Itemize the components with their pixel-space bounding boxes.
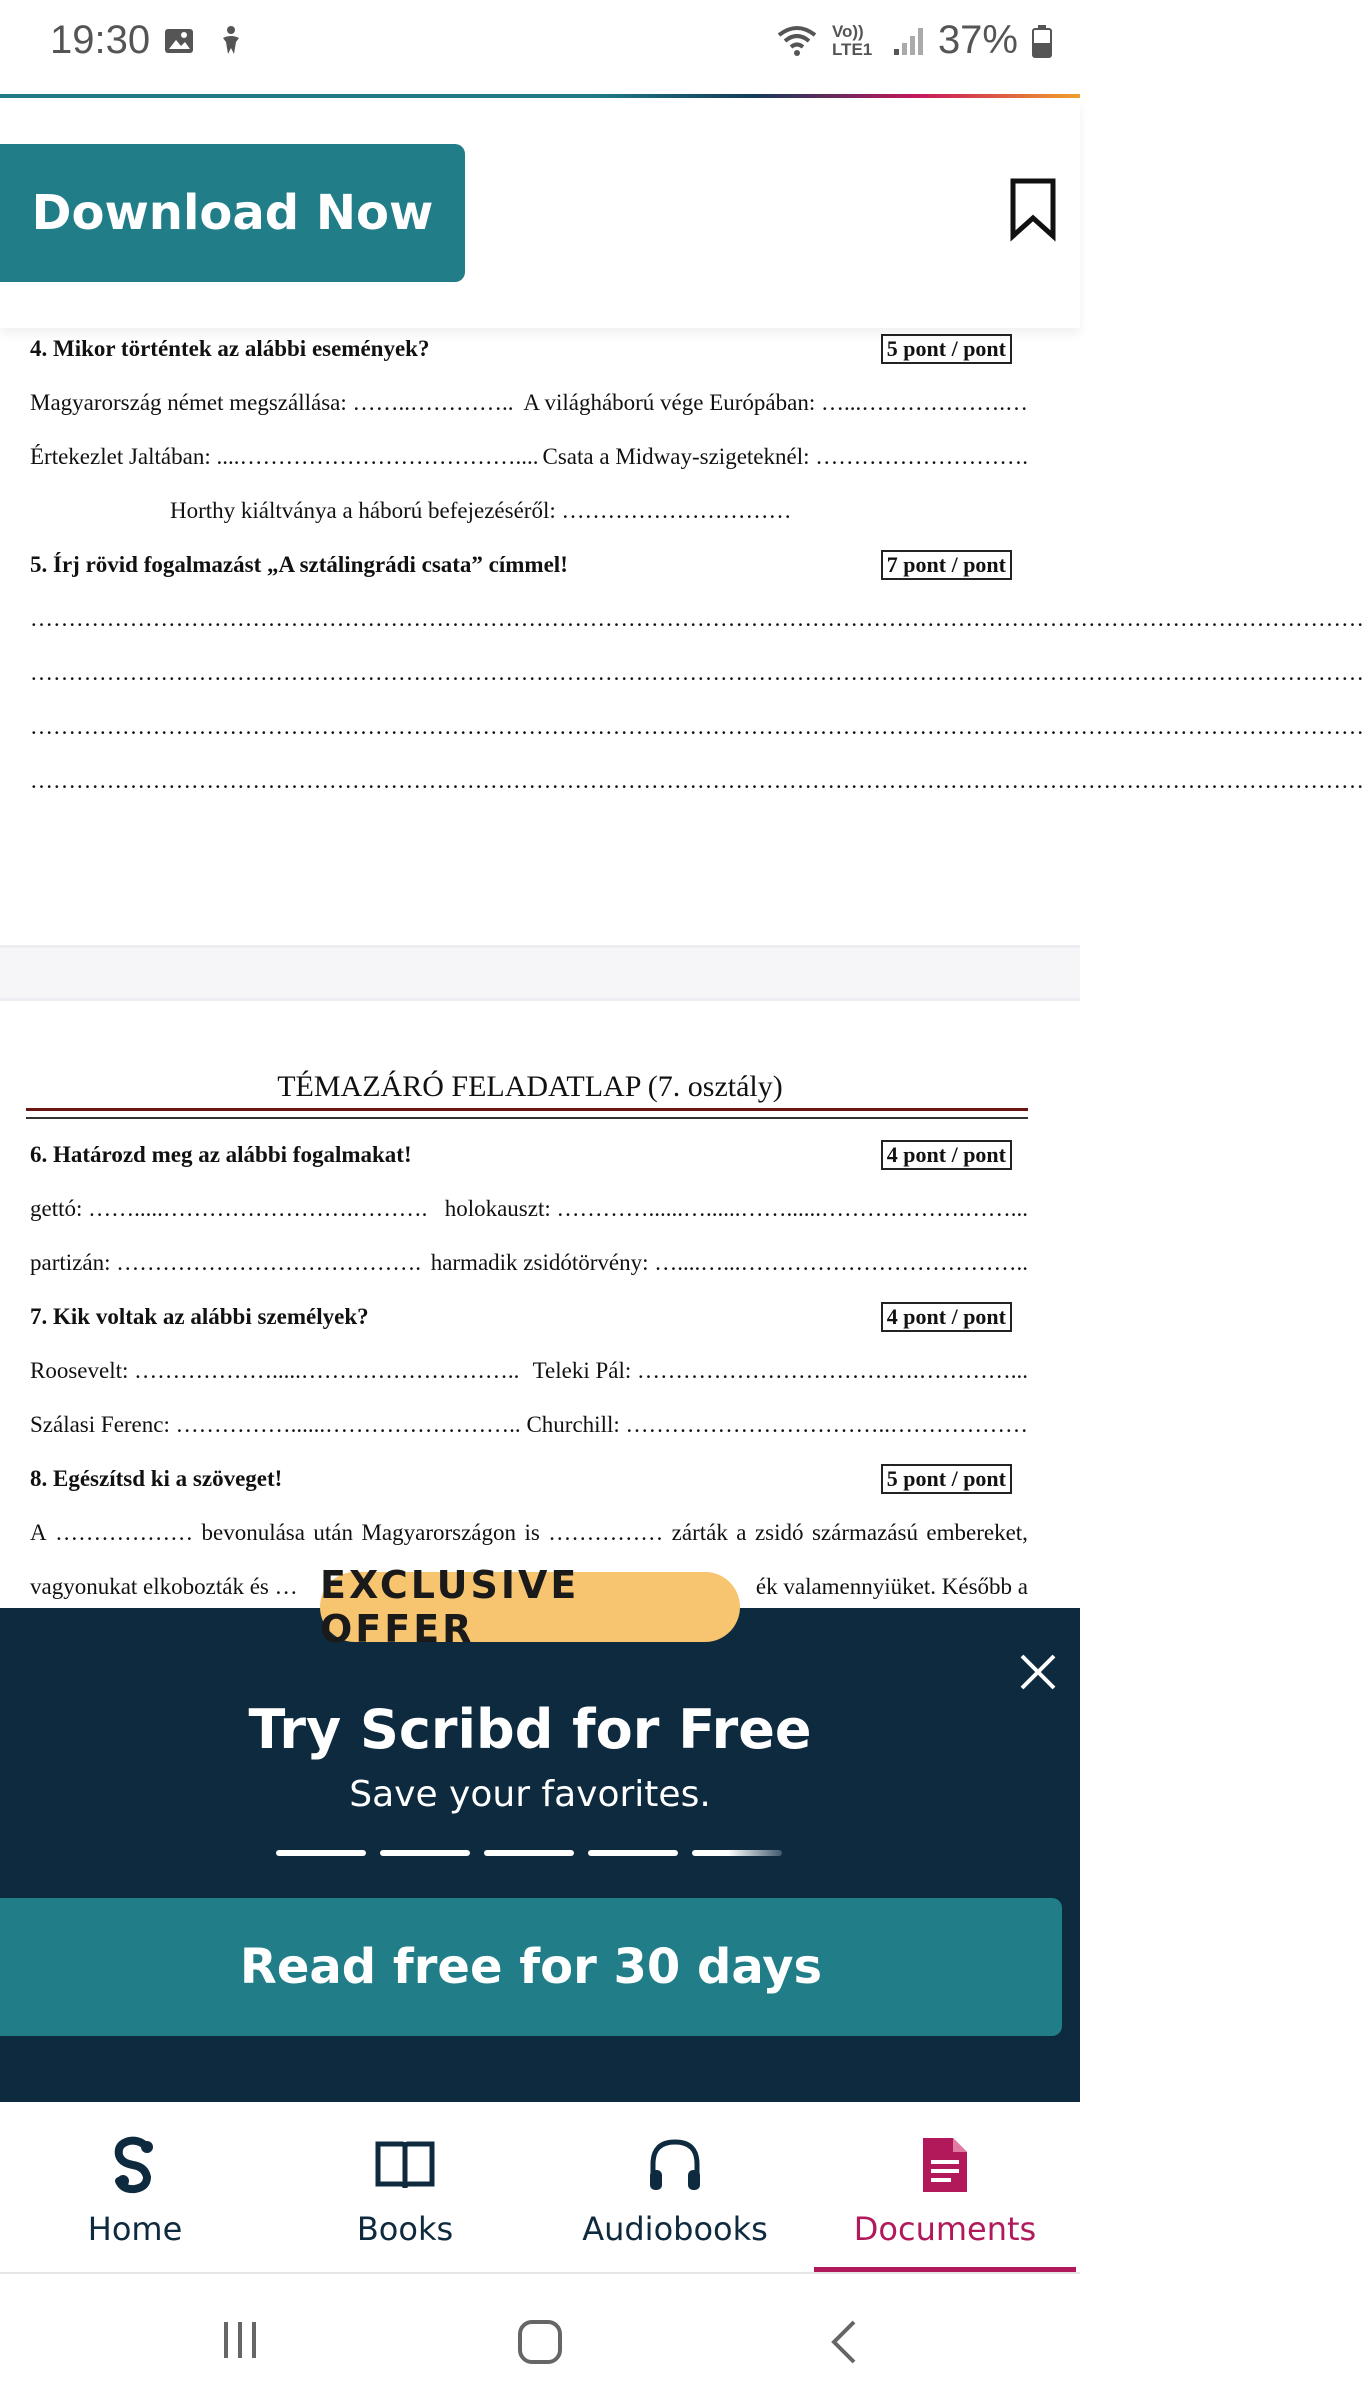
offer-subtitle: Save your favorites. <box>349 1774 711 1815</box>
carousel-dot[interactable] <box>276 1850 366 1856</box>
q7-field-szalasi: Szálasi Ferenc: ……………......…………………….. <box>30 1412 521 1437</box>
q8-word: Magyarországon <box>361 1520 517 1545</box>
reading-progress-line <box>0 94 1080 98</box>
nav-home-label: Home <box>87 2210 183 2248</box>
q4-field-midway: Csata a Midway-szigeteknél: ………………………. <box>542 444 1028 469</box>
q8-text-end: ék valamennyiüket. Később a <box>755 1574 1028 1599</box>
nav-audiobooks[interactable] <box>540 2102 810 2272</box>
close-icon[interactable] <box>1014 1648 1062 1696</box>
recent-apps-icon[interactable] <box>218 2318 262 2362</box>
image-icon <box>162 24 196 58</box>
home-icon[interactable] <box>516 2318 564 2366</box>
download-header <box>0 100 1080 328</box>
question-4-row-1 <box>30 390 1028 416</box>
q6-field-zsidotorveny: harmadik zsidótörvény: …....…...……………………………….. <box>430 1250 1028 1275</box>
question-6-title: 6. Határozd meg az alábbi fogalmakat! <box>30 1142 412 1167</box>
question-4-row-2 <box>30 444 1028 470</box>
question-8-points: 5 pont / pont <box>881 1464 1012 1494</box>
status-bar <box>0 0 1080 88</box>
bottom-navigation <box>0 2102 1080 2274</box>
question-7-row-1 <box>30 1358 1028 1384</box>
headphones-icon <box>645 2136 705 2194</box>
q8-word: után <box>313 1520 354 1545</box>
read-free-button[interactable]: Read free for 30 days <box>0 1898 1062 2036</box>
carousel-dot[interactable] <box>484 1850 574 1856</box>
nav-documents[interactable] <box>810 2102 1080 2272</box>
accessibility-icon <box>214 24 248 58</box>
network-label: Vo)) LTE1 <box>831 21 873 59</box>
q7-field-teleki: Teleki Pál: ……………………………….…………... <box>532 1358 1028 1383</box>
q7-field-churchill: Churchill: ……………………………..……………… <box>526 1412 1028 1437</box>
question-4-title: 4. Mikor történtek az alábbi események? <box>30 336 430 361</box>
signal-icon <box>892 25 924 57</box>
q5-answer-line: ………………………………………………………………………………………………………………………………………………………… <box>30 606 1364 631</box>
q8-word: származású <box>811 1520 918 1545</box>
q8-word: ……………… <box>55 1520 194 1545</box>
nav-audiobooks-label: Audiobooks <box>582 2210 768 2248</box>
offer-title: Try Scribd for Free <box>248 1698 812 1761</box>
q6-field-getto: gettó: …….....…………………….………. <box>30 1196 428 1221</box>
question-7-points: 4 pont / pont <box>881 1302 1012 1332</box>
scribd-logo-icon <box>109 2135 161 2195</box>
carousel-dot[interactable] <box>380 1850 470 1856</box>
q8-word: zsidó <box>754 1520 804 1545</box>
q8-word: embereket, <box>926 1520 1028 1545</box>
q5-answer-line: ………………………………………………………………………………………………………………………………………………………… <box>30 768 1364 793</box>
question-6-row-2 <box>30 1250 1028 1276</box>
q4-field-war-end: A világháború vége Európában: …...……………….… <box>523 390 1028 415</box>
battery-percent: 37% <box>937 18 1018 62</box>
nav-books-label: Books <box>356 2210 454 2248</box>
system-navigation-bar <box>0 2274 1080 2400</box>
q4-field-yalta: Értekezlet Jaltában: ....……………………………….... <box>30 444 539 469</box>
title-rule <box>26 1108 1028 1119</box>
q5-answer-line: ………………………………………………………………………………………………………………………………………………………… <box>30 660 1364 685</box>
q8-word: is <box>524 1520 540 1545</box>
nav-home[interactable] <box>0 2102 270 2272</box>
question-6-row-1 <box>30 1196 1028 1222</box>
question-5-title: 5. Írj rövid fogalmazást „A sztálingrádi csata” címmel! <box>30 552 568 577</box>
status-icons-right <box>776 18 1052 63</box>
question-7-title: 7. Kik voltak az alábbi személyek? <box>30 1304 369 1329</box>
document-icon <box>919 2134 971 2196</box>
carousel-dot-active[interactable] <box>692 1850 782 1856</box>
page-separator <box>0 945 1080 1001</box>
q8-text-line-1 <box>30 1520 1028 1546</box>
bookmark-icon[interactable] <box>1010 178 1056 240</box>
q8-word: zárták <box>671 1520 728 1545</box>
q8-text-start: vagyonukat elkobozták és … <box>30 1574 298 1599</box>
q8-word: bevonulása <box>201 1520 305 1545</box>
back-icon[interactable] <box>822 2318 866 2366</box>
q8-word: a <box>736 1520 747 1545</box>
nav-books[interactable] <box>270 2102 540 2272</box>
download-now-button[interactable]: Download Now <box>0 144 465 282</box>
page-title: TÉMAZÁRÓ FELADATLAP (7. osztály) <box>277 1070 783 1103</box>
carousel-dot[interactable] <box>588 1850 678 1856</box>
question-5-points: 7 pont / pont <box>881 550 1012 580</box>
q5-answer-line: ………………………………………………………………………………………………………………………………………………………… <box>30 714 1364 739</box>
q8-word: A <box>30 1520 47 1545</box>
question-4-points: 5 pont / pont <box>881 334 1012 364</box>
question-7-row-2 <box>30 1412 1028 1438</box>
q7-field-roosevelt: Roosevelt: ……………….....……………………….. <box>30 1358 520 1383</box>
wifi-icon <box>776 23 818 59</box>
battery-icon <box>1032 24 1052 58</box>
carousel-indicator <box>276 1850 782 1856</box>
q4-field-occupation: Magyarország német megszállása: ……..………….. <box>30 390 514 415</box>
q6-field-partizan: partizán: …………………………………. <box>30 1250 421 1275</box>
q6-field-holokauszt: holokauszt: …………......…......……......……………….……... <box>444 1196 1028 1221</box>
book-icon <box>374 2138 436 2192</box>
q4-field-horthy: Horthy kiáltványa a háború befejezéséről: ………………………… <box>170 498 792 523</box>
nav-documents-label: Documents <box>853 2210 1037 2248</box>
exclusive-offer-badge: EXCLUSIVE OFFER <box>320 1572 740 1642</box>
question-6-points: 4 pont / pont <box>881 1140 1012 1170</box>
status-time: 19:30 <box>50 18 151 62</box>
question-8-title: 8. Egészítsd ki a szöveget! <box>30 1466 283 1491</box>
status-icons-left <box>162 24 248 58</box>
q8-word: …………… <box>548 1520 664 1545</box>
